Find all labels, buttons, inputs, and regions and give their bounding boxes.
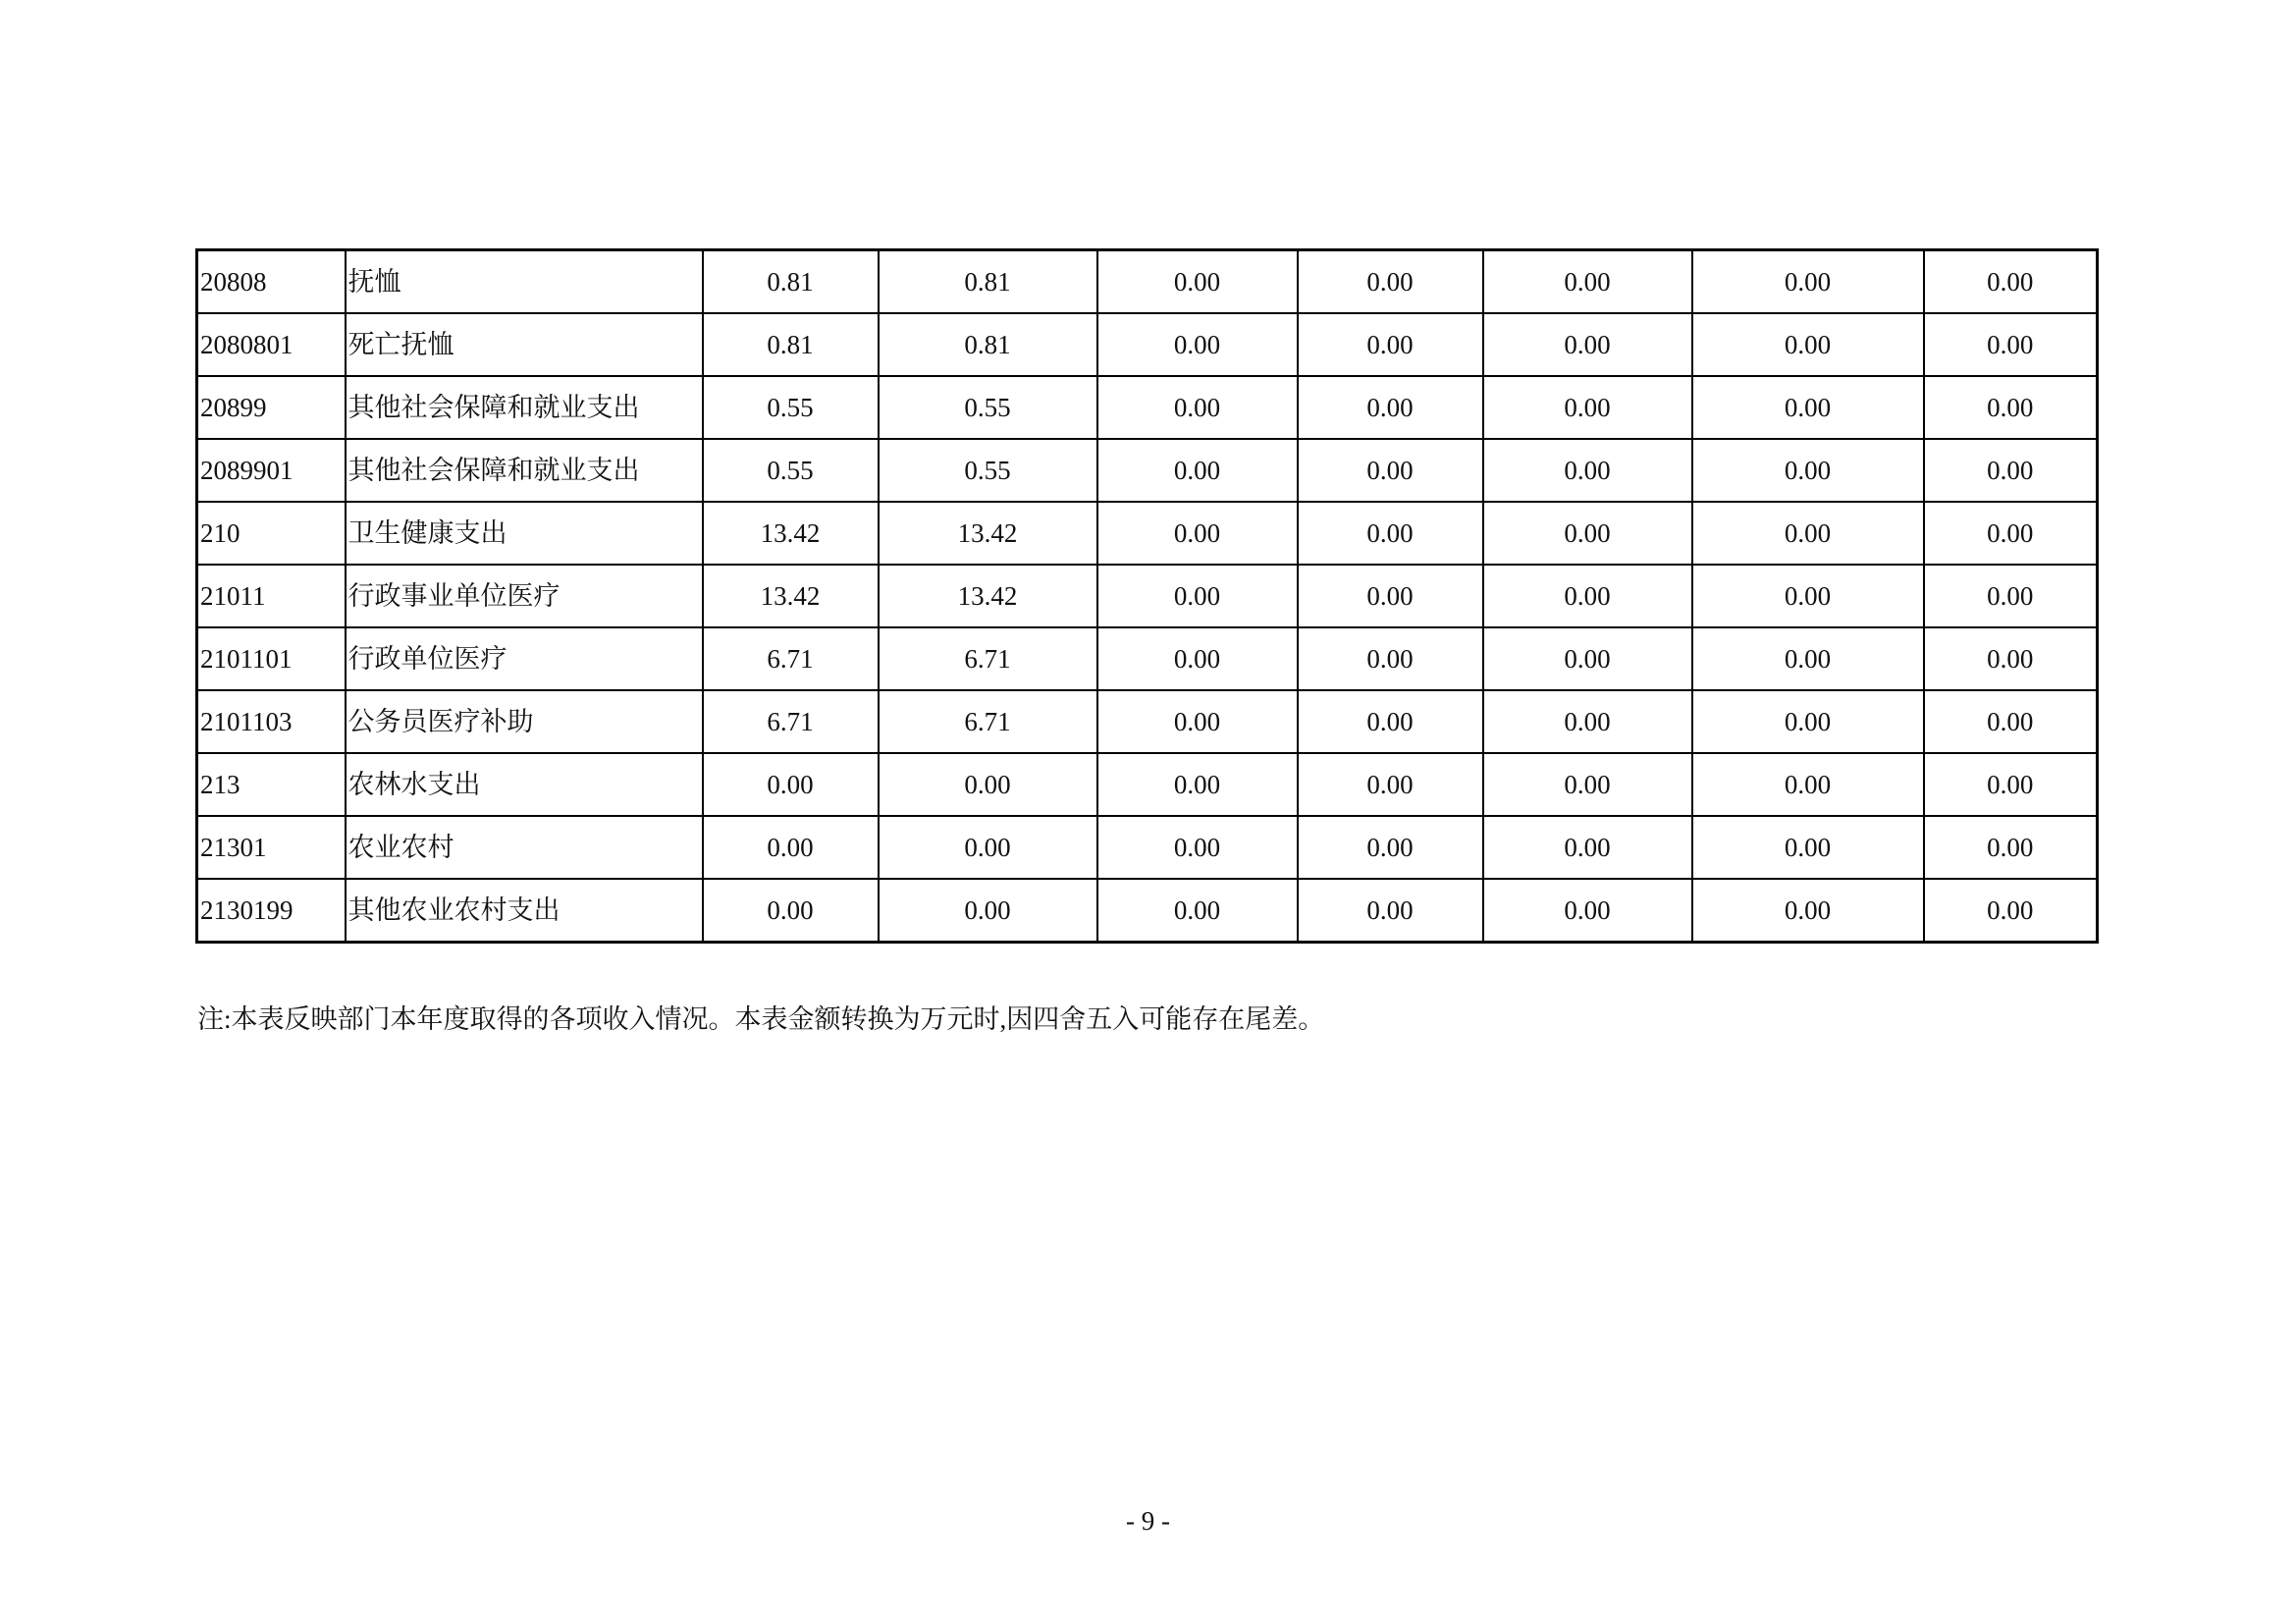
amount-cell: 0.00 [1483, 502, 1692, 565]
subject-code-cell: 2101103 [197, 690, 346, 753]
amount-cell: 0.00 [1924, 690, 2098, 753]
amount-cell: 0.55 [879, 439, 1097, 502]
subject-code-cell: 210 [197, 502, 346, 565]
amount-cell: 0.00 [1692, 816, 1924, 879]
amount-cell: 0.00 [1924, 627, 2098, 690]
amount-cell: 0.00 [1298, 627, 1483, 690]
amount-cell: 0.81 [703, 313, 879, 376]
subject-code-cell: 2089901 [197, 439, 346, 502]
subject-name-cell: 公务员医疗补助 [346, 690, 703, 753]
amount-cell: 0.00 [1692, 250, 1924, 314]
subject-name-cell: 卫生健康支出 [346, 502, 703, 565]
amount-cell: 0.00 [1298, 879, 1483, 943]
amount-cell: 0.00 [1097, 250, 1298, 314]
amount-cell: 0.00 [1097, 879, 1298, 943]
amount-cell: 0.81 [703, 250, 879, 314]
amount-cell: 0.00 [1298, 753, 1483, 816]
table-body [197, 250, 2098, 943]
subject-code-cell: 21011 [197, 565, 346, 627]
amount-cell: 0.00 [703, 753, 879, 816]
amount-cell: 13.42 [879, 565, 1097, 627]
amount-cell: 0.00 [879, 879, 1097, 943]
amount-cell: 0.00 [1924, 376, 2098, 439]
amount-cell: 0.00 [1298, 439, 1483, 502]
amount-cell: 0.00 [879, 816, 1097, 879]
amount-cell: 0.00 [1483, 627, 1692, 690]
amount-cell: 0.00 [1298, 690, 1483, 753]
amount-cell: 0.00 [1483, 376, 1692, 439]
amount-cell: 0.55 [879, 376, 1097, 439]
budget-table [195, 248, 2099, 944]
amount-cell: 0.00 [1483, 690, 1692, 753]
subject-code-cell: 2080801 [197, 313, 346, 376]
amount-cell: 0.00 [1692, 313, 1924, 376]
amount-cell: 6.71 [879, 627, 1097, 690]
subject-code-cell: 2130199 [197, 879, 346, 943]
table-row [197, 502, 2098, 565]
amount-cell: 0.55 [703, 439, 879, 502]
amount-cell: 0.00 [1483, 439, 1692, 502]
amount-cell: 0.00 [1483, 313, 1692, 376]
amount-cell: 0.00 [1924, 502, 2098, 565]
amount-cell: 0.00 [1298, 313, 1483, 376]
subject-name-cell: 其他社会保障和就业支出 [346, 376, 703, 439]
amount-cell: 0.00 [1097, 627, 1298, 690]
amount-cell: 0.00 [1924, 250, 2098, 314]
amount-cell: 0.00 [1298, 816, 1483, 879]
table-row [197, 627, 2098, 690]
amount-cell: 0.00 [1924, 879, 2098, 943]
amount-cell: 0.00 [879, 753, 1097, 816]
subject-name-cell: 农业农村 [346, 816, 703, 879]
amount-cell: 0.00 [1924, 313, 2098, 376]
amount-cell: 0.00 [1924, 565, 2098, 627]
amount-cell: 0.00 [1692, 753, 1924, 816]
amount-cell: 6.71 [703, 627, 879, 690]
subject-code-cell: 2101101 [197, 627, 346, 690]
amount-cell: 0.00 [703, 879, 879, 943]
amount-cell: 0.00 [1483, 250, 1692, 314]
amount-cell: 0.00 [703, 816, 879, 879]
amount-cell: 0.00 [1692, 439, 1924, 502]
amount-cell: 6.71 [703, 690, 879, 753]
subject-name-cell: 行政事业单位医疗 [346, 565, 703, 627]
table-note: 注:本表反映部门本年度取得的各项收入情况。本表金额转换为万元时,因四舍五入可能存在尾差。 [197, 1004, 1325, 1034]
subject-code-cell: 20899 [197, 376, 346, 439]
amount-cell: 6.71 [879, 690, 1097, 753]
amount-cell: 0.00 [1924, 439, 2098, 502]
subject-name-cell: 行政单位医疗 [346, 627, 703, 690]
table-row [197, 313, 2098, 376]
amount-cell: 0.81 [879, 250, 1097, 314]
amount-cell: 0.00 [1692, 690, 1924, 753]
table-row [197, 439, 2098, 502]
table-row [197, 879, 2098, 943]
amount-cell: 0.00 [1483, 879, 1692, 943]
subject-name-cell: 抚恤 [346, 250, 703, 314]
table-row [197, 376, 2098, 439]
amount-cell: 0.00 [1097, 565, 1298, 627]
amount-cell: 0.55 [703, 376, 879, 439]
table-row [197, 565, 2098, 627]
amount-cell: 0.00 [1692, 376, 1924, 439]
subject-name-cell: 其他社会保障和就业支出 [346, 439, 703, 502]
amount-cell: 0.00 [1097, 690, 1298, 753]
amount-cell: 0.00 [1298, 376, 1483, 439]
amount-cell: 0.00 [1483, 816, 1692, 879]
amount-cell: 0.00 [1097, 439, 1298, 502]
page-number: - 9 - [1126, 1506, 1170, 1536]
amount-cell: 13.42 [703, 502, 879, 565]
amount-cell: 0.00 [1298, 502, 1483, 565]
amount-cell: 0.00 [1483, 565, 1692, 627]
amount-cell: 0.00 [1692, 627, 1924, 690]
amount-cell: 0.00 [1097, 502, 1298, 565]
subject-name-cell: 其他农业农村支出 [346, 879, 703, 943]
amount-cell: 0.00 [1298, 250, 1483, 314]
amount-cell: 0.00 [1924, 816, 2098, 879]
amount-cell: 13.42 [703, 565, 879, 627]
amount-cell: 0.00 [1924, 753, 2098, 816]
table-row [197, 816, 2098, 879]
amount-cell: 0.00 [1097, 313, 1298, 376]
subject-code-cell: 20808 [197, 250, 346, 314]
amount-cell: 0.81 [879, 313, 1097, 376]
table-row [197, 250, 2098, 314]
amount-cell: 0.00 [1097, 816, 1298, 879]
amount-cell: 0.00 [1097, 753, 1298, 816]
subject-code-cell: 21301 [197, 816, 346, 879]
amount-cell: 0.00 [1097, 376, 1298, 439]
subject-code-cell: 213 [197, 753, 346, 816]
amount-cell: 0.00 [1298, 565, 1483, 627]
amount-cell: 0.00 [1692, 879, 1924, 943]
amount-cell: 13.42 [879, 502, 1097, 565]
table-row [197, 690, 2098, 753]
table-row [197, 753, 2098, 816]
amount-cell: 0.00 [1483, 753, 1692, 816]
subject-name-cell: 死亡抚恤 [346, 313, 703, 376]
amount-cell: 0.00 [1692, 565, 1924, 627]
amount-cell: 0.00 [1692, 502, 1924, 565]
subject-name-cell: 农林水支出 [346, 753, 703, 816]
